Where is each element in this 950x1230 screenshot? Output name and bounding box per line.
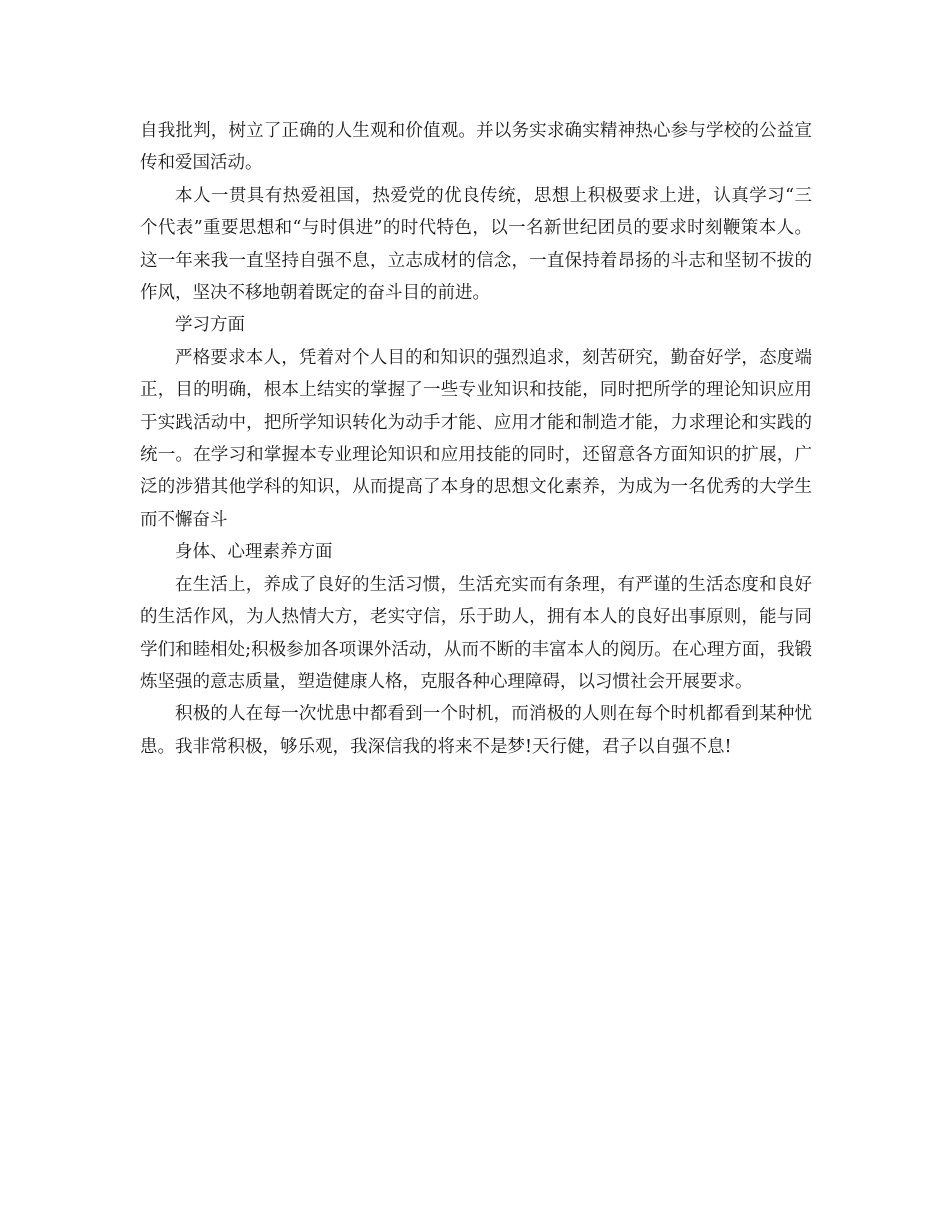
document-body [140,115,812,763]
paragraph-ideology: 本人一贯具有热爱祖国，热爱党的优良传统，思想上积极要求上进，认真学习“三个代表”重要思想和“与时俱进”的时代特色，以一名新世纪团员的要求时刻鞭策本人。这一年来我一直坚持自强不息，立志成材的信念，一直保持着昂扬的斗志和坚韧不拔的作风，坚决不移地朝着既定的奋斗目的前进。 [140,185,812,304]
paragraph-continuation: 自我批判，树立了正确的人生观和价值观。并以务实求确实精神热心参与学校的公益宣传和爱国活动。 [140,121,812,174]
section-heading-study: 学习方面 [175,315,245,336]
paragraph-study: 严格要求本人，凭着对个人目的和知识的强烈追求，刻苦研究，勤奋好学，态度端正，目的明确，根本上结实的掌握了一些专业知识和技能，同时把所学的理论知识应用于实践活动中，把所学知识转化为动手才能、应用才能和制造才能，力求理论和实践的统一。在学习和掌握本专业理论知识和应用技能的同时，还留意各方面知识的扩展，广泛的涉猎其他学科的知识，从而提高了本身的思想文化素养，为成为一名优秀的大学生而不懈奋斗 [140,347,812,530]
paragraph-conclusion: 积极的人在每一次忧患中都看到一个时机，而消极的人则在每个时机都看到某种忧患。我非常积极，够乐观，我深信我的将来不是梦!天行健，君子以自强不息! [140,704,812,757]
paragraph-life: 在生活上，养成了良好的生活习惯，生活充实而有条理，有严谨的生活态度和良好的生活作风，为人热情大方，老实守信，乐于助人，拥有本人的良好出事原则，能与同学们和睦相处;积极参加各项课外活动，从而不断的丰富本人的阅历。在心理方面，我锻炼坚强的意志质量，塑造健康人格，克服各种心理障碍，以习惯社会开展要求。 [140,574,812,692]
section-heading-body-mind: 身体、心理素养方面 [175,542,333,563]
